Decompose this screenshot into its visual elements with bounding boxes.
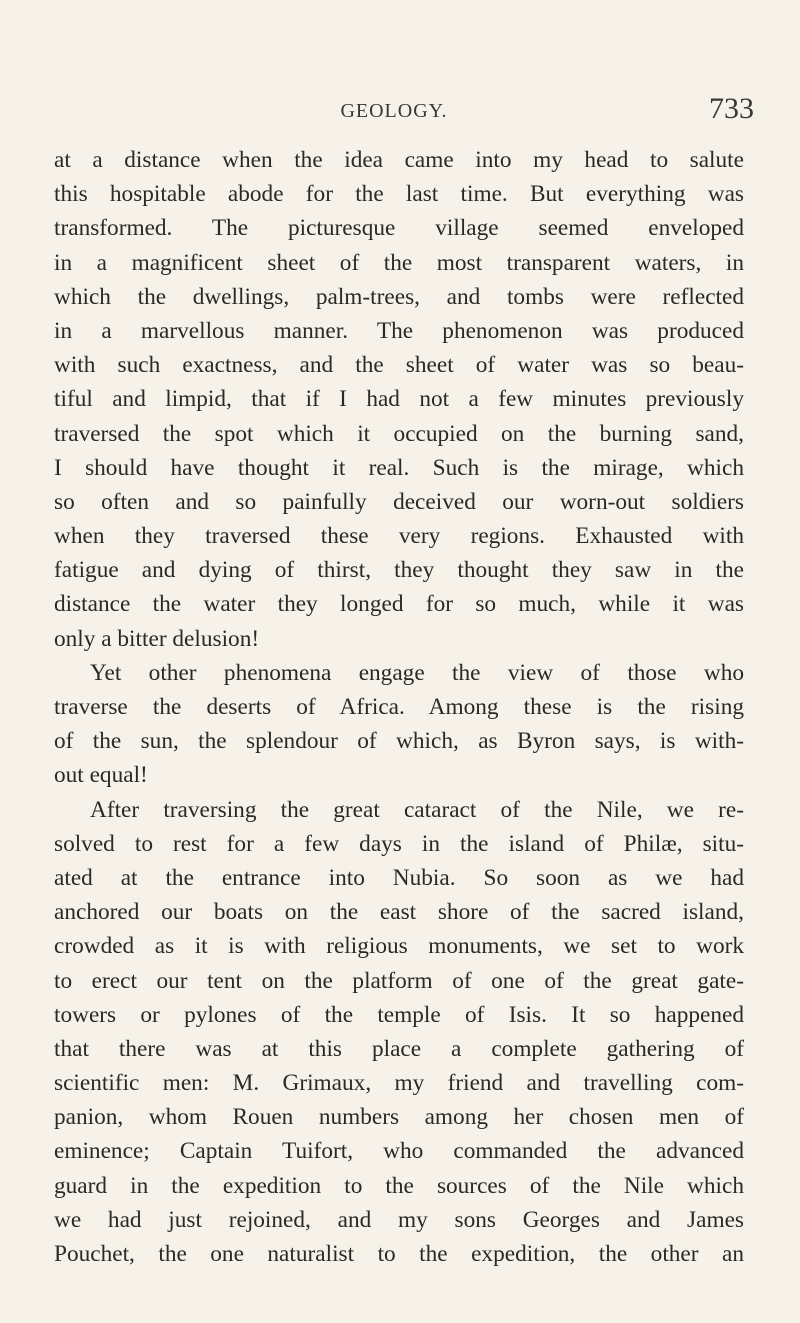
text-line: that there was at this place a complete gathering of (54, 1035, 744, 1062)
text-line: ated at the entrance into Nubia. So soon as we had (54, 864, 744, 891)
text-line: out equal! (54, 762, 148, 789)
text-line: of the sun, the splendour of which, as Byron says, is with- (54, 728, 744, 755)
text-line: so often and so painfully deceived our worn-out soldiers (54, 488, 744, 515)
text-line: traverse the deserts of Africa. Among these is the rising (54, 694, 744, 720)
text-line: which the dwellings, palm-trees, and tombs were reflected (54, 283, 744, 310)
text-line: when they traversed these very regions. Exhausted with (54, 523, 744, 550)
text-line: fatigue and dying of thirst, they thought they saw in the (54, 557, 744, 584)
page-number: 733 (709, 92, 754, 125)
text-line: we had just rejoined, and my sons Georges and James (54, 1206, 744, 1233)
text-line: this hospitable abode for the last time. But everything was (54, 181, 744, 208)
text-line: to erect our tent on the platform of one of the great gate- (54, 967, 744, 994)
text-line: distance the water they longed for so much, while it was (54, 591, 744, 618)
text-line: traversed the spot which it occupied on the burning sand, (54, 420, 744, 447)
text-line: with such exactness, and the sheet of water was so beau- (54, 352, 744, 379)
text-line: Pouchet, the one naturalist to the expedition, the other an (54, 1241, 744, 1267)
text-line: After traversing the great cataract of the Nile, we re- (90, 796, 744, 823)
text-line: anchored our boats on the east shore of the sacred island, (54, 899, 744, 926)
page-header (54, 92, 754, 136)
text-line: towers or pylones of the temple of Isis. It so happened (54, 1001, 744, 1028)
text-line: crowded as it is with religious monuments, we set to work (54, 933, 744, 960)
text-line: at a distance when the idea came into my head to salute (54, 147, 744, 173)
text-line: solved to rest for a few days in the island of Philæ, situ- (54, 830, 744, 857)
body-text (54, 143, 744, 1271)
running-head: GEOLOGY. (340, 100, 448, 122)
text-line: scientific men: M. Grimaux, my friend and travelling com- (54, 1070, 744, 1097)
text-line: guard in the expedition to the sources of the Nile which (54, 1172, 744, 1199)
text-line: I should have thought it real. Such is the mirage, which (54, 454, 744, 481)
text-line: eminence; Captain Tuifort, who commanded the advanced (54, 1138, 744, 1165)
text-line: transformed. The picturesque village seemed enveloped (54, 215, 744, 242)
text-line: tiful and limpid, that if I had not a few minutes previously (54, 386, 744, 413)
text-line: panion, whom Rouen numbers among her chosen men of (54, 1104, 744, 1131)
text-line: in a magnificent sheet of the most transparent waters, in (54, 249, 744, 276)
text-line: only a bitter delusion! (54, 625, 260, 652)
text-line: Yet other phenomena engage the view of those who (90, 659, 744, 686)
text-line: in a marvellous manner. The phenomenon was produced (54, 317, 744, 344)
